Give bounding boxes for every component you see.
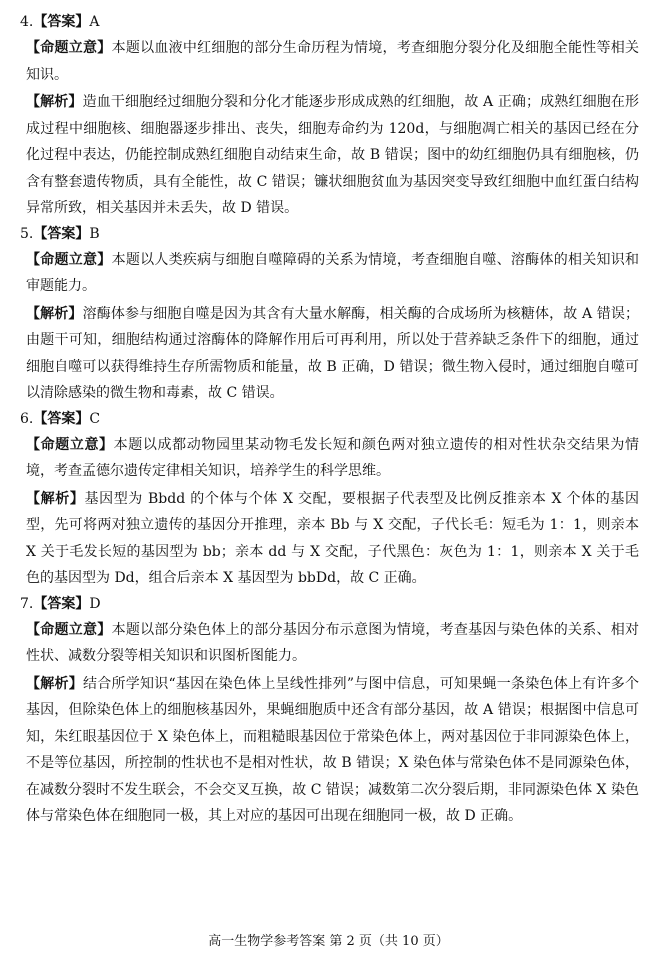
answer-line [20,10,639,34]
question-number: 7. [20,595,34,612]
intent-paragraph [20,35,639,88]
answer-tag: 【答案】 [33,410,90,427]
intent-tag: 【命题立意】 [26,251,112,268]
intent-paragraph [20,617,639,670]
intent-text: 本题以成都动物园里某动物毛发长短和颜色两对独立遗传的相对性状杂交结果为情境，考查孟德尔遗传定律相关知识，培养学生的科学思维。 [26,436,640,479]
answer-value: A [89,14,100,30]
intent-text: 本题以部分染色体上的部分基因分布示意图为情境，考查基因与染色体的关系、相对性状、减数分裂等相关知识和识图析图能力。 [26,621,640,664]
intent-tag: 【命题立意】 [26,40,112,56]
analysis-tag: 【解析】 [26,305,83,322]
analysis-paragraph [20,671,639,830]
answer-tag: 【答案】 [33,14,90,30]
intent-text: 本题以血液中红细胞的部分生命历程为情境，考查细胞分裂分化及细胞全能性等相关知识。 [26,40,640,83]
question-4 [20,10,639,222]
question-number: 6. [20,410,34,427]
answer-value: B [89,225,100,242]
analysis-tag: 【解析】 [26,675,83,692]
analysis-text: 造血干细胞经过细胞分裂和分化才能逐步形成成熟的红细胞，故 A 正确；成熟红细胞在形成过程中细胞核、细胞器逐步排出、丧失，细胞寿命约为 120d，与细胞凋亡相关的基因已经在分化过程中表达，仍能控制成熟红细胞自动结束生命，故 B 错误；图中的幼红细胞仍具有细胞核，仍含有整套遗传物质，具有全能性，故 C 错误；镰状细胞贫血为基因突变导致红细胞中血红蛋白结构异常所致，相关基因并未丢失，故 D 错误。 [26,94,639,216]
question-number: 4. [20,14,34,30]
answer-tag: 【答案】 [33,595,90,612]
answer-line [20,407,639,431]
question-7 [20,592,639,830]
analysis-paragraph [20,486,639,592]
answer-line [20,222,639,246]
answer-value: C [89,410,101,427]
answer-line [20,592,639,616]
intent-tag: 【命题立意】 [26,621,112,638]
analysis-text: 基因型为 Bbdd 的个体与个体 X 交配，要根据子代表型及比例反推亲本 X 个体的基因型，先可将两对独立遗传的基因分开推理，亲本 Bb 与 X 交配，子代长毛：短毛为 1：1，则亲本 X 关于毛发长短的基因型为 bb；亲本 dd 与 X 交配，子代黑色：灰色为 1：1，则亲本 X 关于毛色的基因型为 Dd，组合后亲本 X 基因型为 bbDd，故 C 正确。 [26,490,640,586]
intent-paragraph [20,432,639,485]
page-footer: 高一生物学参考答案 第 2 页（共 10 页） [208,934,449,949]
intent-tag: 【命题立意】 [26,436,114,453]
analysis-paragraph [20,89,639,222]
analysis-text: 结合所学知识“基因在染色体上呈线性排列”与图中信息，可知果蝇一条染色体上有许多个基因，但除染色体上的细胞核基因外，果蝇细胞质中还含有部分基因，故 A 错误；根据图中信息可知，朱红眼基因位于 X 染色体上，而粗糙眼基因位于常染色体上，两对基因位于非同源染色体上，不是等位基因，所控制的性状也不是相对性状，故 B 错误；X 染色体与常染色体不是同源染色体，在减数分裂时不发生联会，不会交叉互换，故 C 错误；减数第二次分裂后期，非同源染色体 X 染色体与常染色体在细胞同一极，其上对应的基因可出现在细胞同一极，故 D 正确。 [26,675,640,824]
analysis-paragraph [20,301,639,407]
answer-tag: 【答案】 [33,225,90,242]
analysis-tag: 【解析】 [26,94,83,110]
answer-value: D [89,595,101,612]
question-5 [20,222,639,407]
intent-paragraph [20,247,639,300]
question-6 [20,407,639,592]
analysis-text: 溶酶体参与细胞自噬是因为其含有大量水解酶，相关酶的合成场所为核糖体，故 A 错误；由题干可知，细胞结构通过溶酶体的降解作用后可再利用，所以处于营养缺乏条件下的细胞，通过细胞自噬可以获得维持生存所需物质和能量，故 B 正确，D 错误；微生物入侵时，通过细胞自噬可以清除感染的微生物和毒素，故 C 错误。 [26,305,639,401]
question-number: 5. [20,225,34,242]
analysis-tag: 【解析】 [26,490,85,507]
intent-text: 本题以人类疾病与细胞自噬障碍的关系为情境，考查细胞自噬、溶酶体的相关知识和审题能力。 [26,251,640,294]
